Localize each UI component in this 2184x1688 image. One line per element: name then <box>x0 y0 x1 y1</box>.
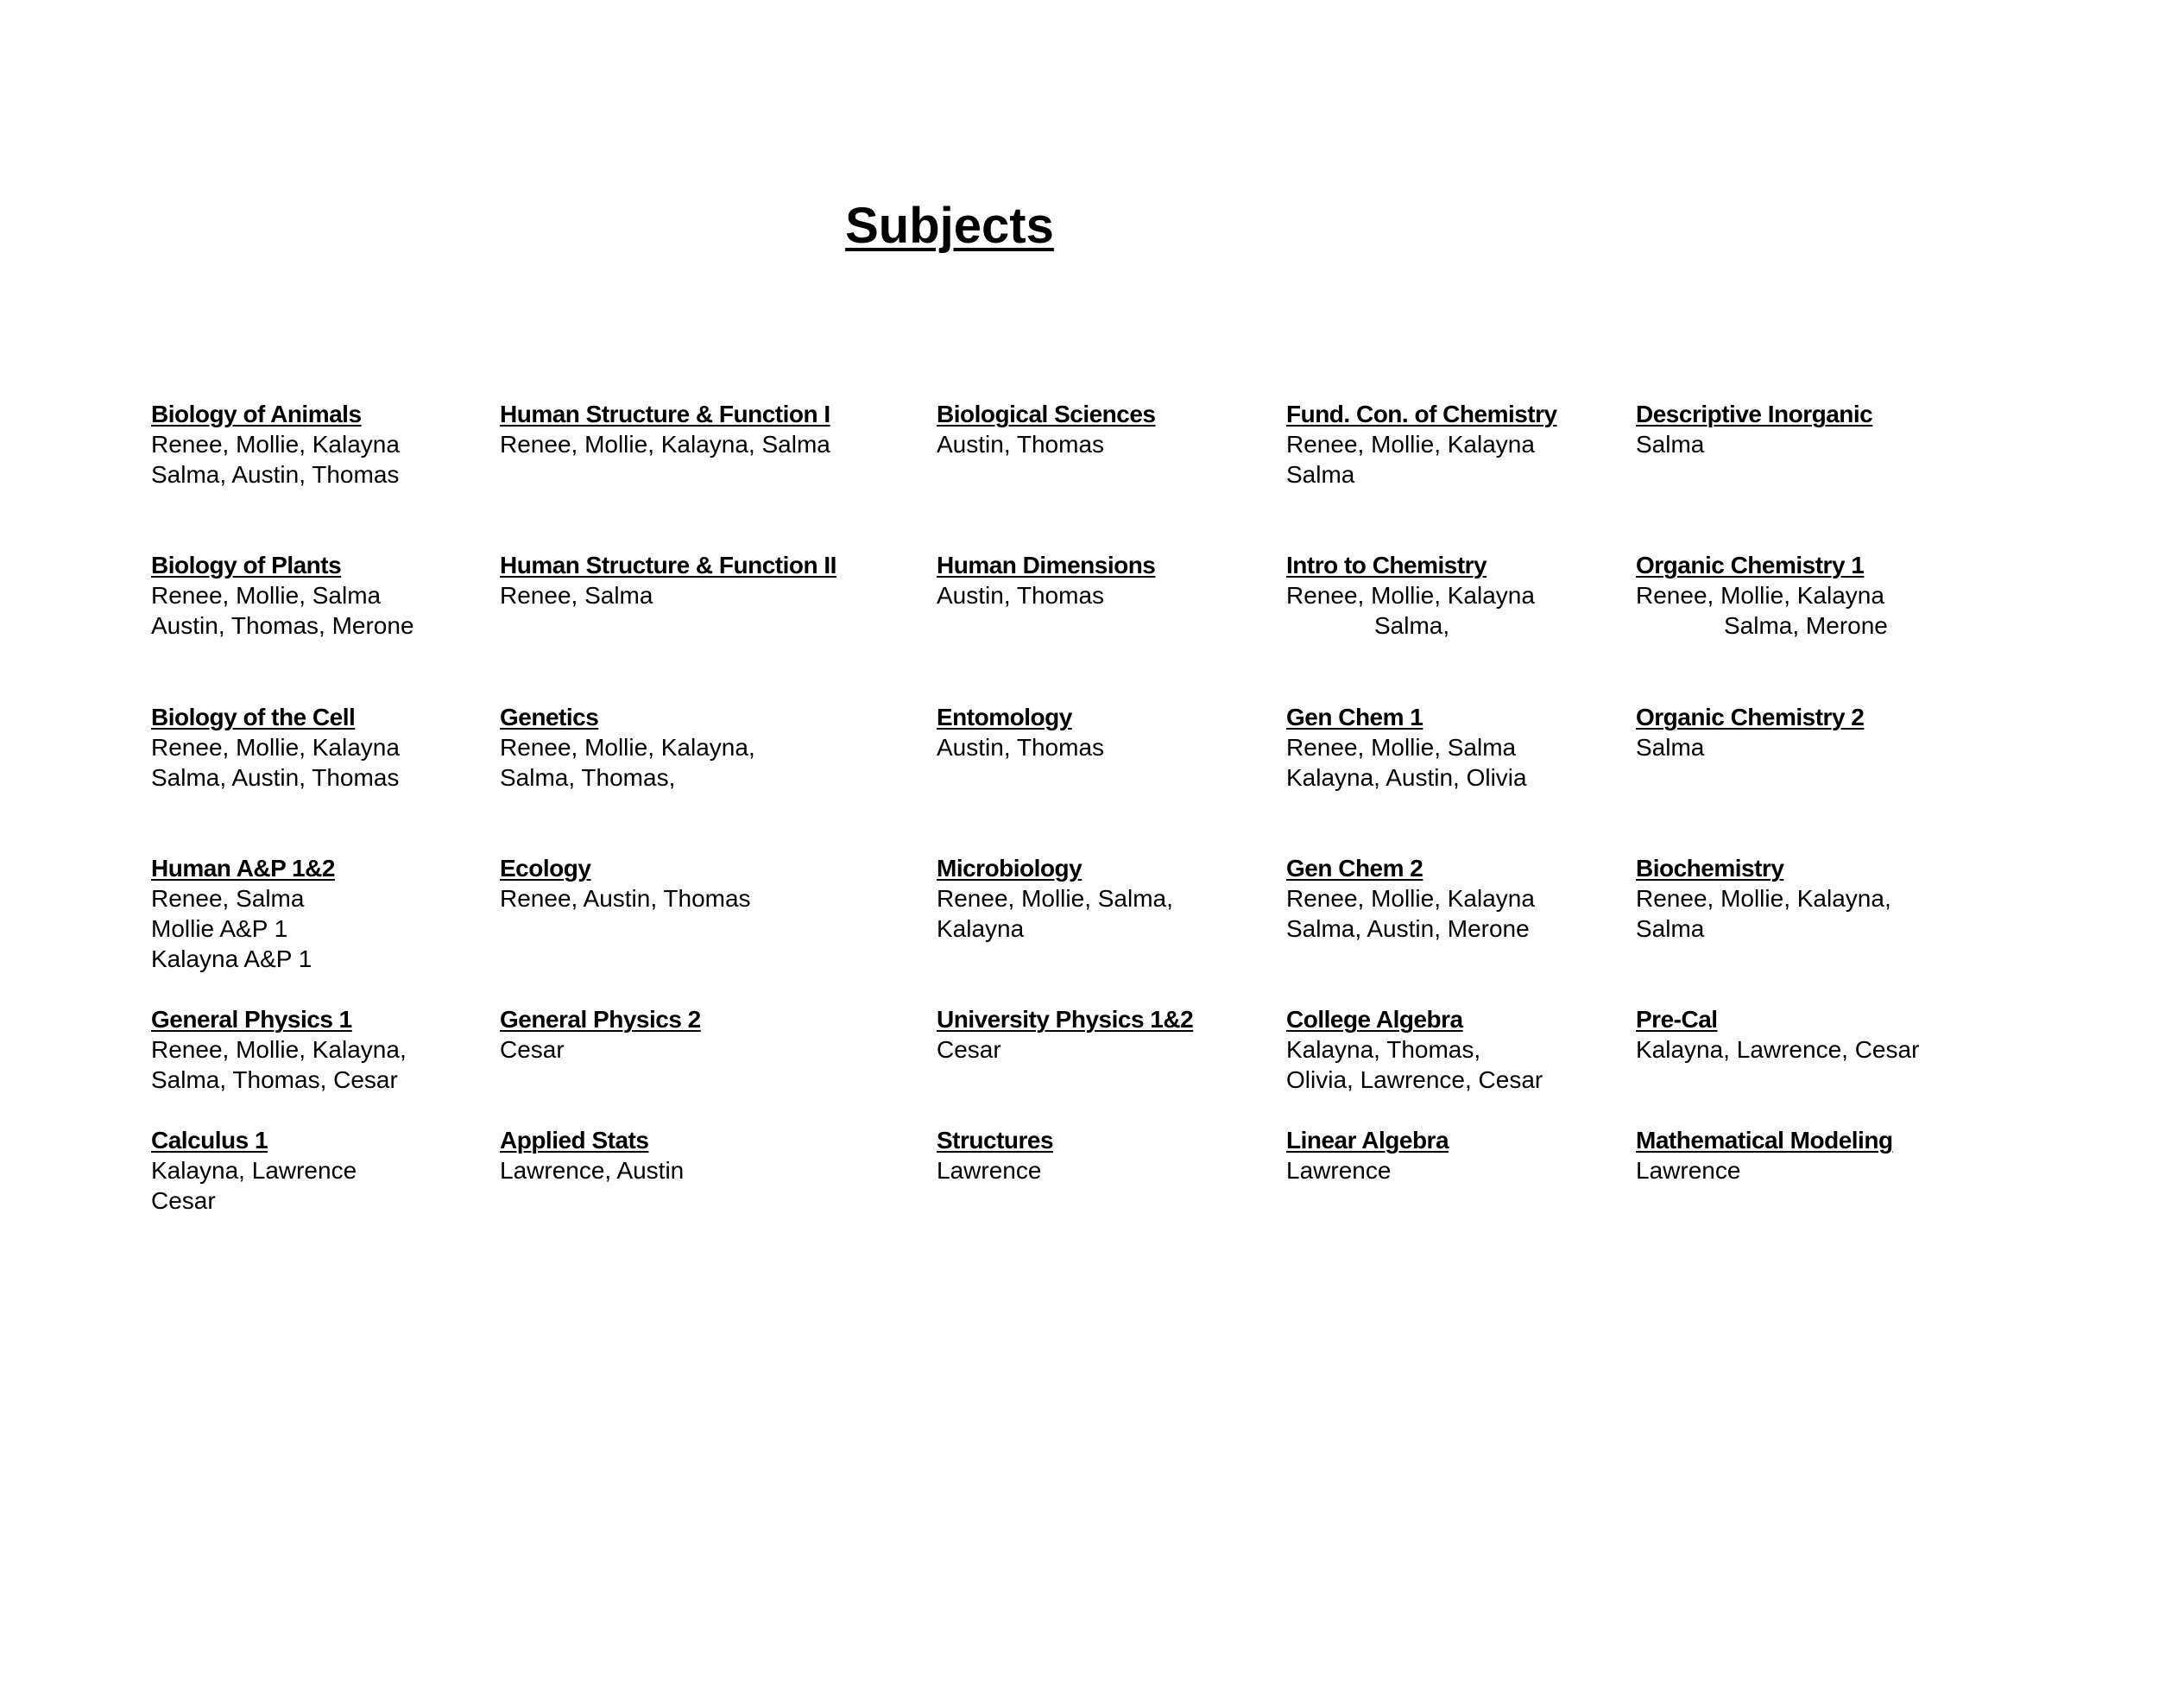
subject-title: Biology of Plants <box>151 552 342 578</box>
subject-cell <box>1286 399 1557 490</box>
subject-cell <box>1636 399 1872 459</box>
subject-title: Biology of the Cell <box>151 704 356 730</box>
tutor-names: Kalayna <box>937 915 1025 942</box>
subject-title: Microbiology <box>937 855 1083 882</box>
subject-cell <box>151 702 400 793</box>
tutor-names: Renee, Mollie, Kalayna <box>1286 582 1535 609</box>
subject-cell <box>1286 1125 1449 1185</box>
page-title: Subjects <box>845 198 1054 254</box>
tutor-names: Salma, <box>1374 612 1450 639</box>
tutor-names: Renee, Mollie, Salma <box>1286 734 1517 761</box>
tutor-names: Cesar <box>937 1036 1001 1063</box>
subject-cell <box>151 1125 357 1216</box>
subject-cell <box>1286 1004 1543 1095</box>
subject-title: Organic Chemistry 2 <box>1636 704 1865 730</box>
tutor-names: Renee, Mollie, Salma <box>151 582 382 609</box>
tutor-names: Renee, Mollie, Kalayna <box>1636 582 1884 609</box>
subject-cell <box>1636 702 1864 762</box>
tutor-names: Salma, Austin, Merone <box>1286 915 1530 942</box>
tutor-names: Mollie A&P 1 <box>151 915 288 942</box>
subject-title: General Physics 2 <box>500 1006 701 1033</box>
tutor-names: Kalayna, Austin, Olivia <box>1286 764 1527 791</box>
subject-cell <box>500 1125 684 1185</box>
tutor-names: Lawrence <box>1636 1157 1741 1184</box>
tutor-names: Salma, Thomas, Cesar <box>151 1066 398 1093</box>
subject-cell <box>937 1125 1053 1185</box>
tutor-names: Austin, Thomas, Merone <box>151 612 414 639</box>
tutor-names: Kalayna, Thomas, <box>1286 1036 1481 1063</box>
tutor-names: Renee, Mollie, Salma, <box>937 885 1173 912</box>
subject-title: Fund. Con. of Chemistry <box>1286 401 1557 427</box>
tutor-names: Kalayna, Lawrence, Cesar <box>1636 1036 1920 1063</box>
subject-title: Genetics <box>500 704 599 730</box>
tutor-names: Cesar <box>151 1187 216 1214</box>
tutor-names: Renee, Salma <box>151 885 305 912</box>
subject-title: Biochemistry <box>1636 855 1784 882</box>
subject-title: Entomology <box>937 704 1072 730</box>
tutor-names: Lawrence, Austin <box>500 1157 685 1184</box>
subject-cell <box>937 702 1104 762</box>
tutor-names: Salma, Austin, Thomas <box>151 461 400 488</box>
tutor-names: Renee, Austin, Thomas <box>500 885 751 912</box>
subject-title: Biological Sciences <box>937 401 1156 427</box>
subject-cell <box>151 1004 407 1095</box>
tutor-names: Renee, Mollie, Kalayna, <box>500 734 755 761</box>
tutor-names: Cesar <box>500 1036 565 1063</box>
tutor-names: Salma <box>1286 461 1355 488</box>
subject-cell <box>937 550 1155 610</box>
tutor-names: Renee, Mollie, Kalayna <box>1286 885 1535 912</box>
subject-title: Calculus 1 <box>151 1127 268 1154</box>
subject-cell <box>937 399 1156 459</box>
subject-cell <box>1636 550 1888 641</box>
subject-cell <box>500 550 836 610</box>
subject-cell <box>151 853 335 974</box>
tutor-names: Renee, Mollie, Kalayna <box>1286 431 1535 458</box>
tutor-names: Renee, Mollie, Kalayna <box>151 431 400 458</box>
subject-title: Pre-Cal <box>1636 1006 1718 1033</box>
tutor-names: Kalayna A&P 1 <box>151 945 312 972</box>
tutor-names: Renee, Mollie, Kalayna <box>151 734 400 761</box>
subject-title: Human Dimensions <box>937 552 1156 578</box>
tutor-names: Renee, Mollie, Kalayna, <box>1636 885 1891 912</box>
tutor-names: Salma, Thomas, <box>500 764 676 791</box>
subject-title: Organic Chemistry 1 <box>1636 552 1865 578</box>
subject-title: Human Structure & Function I <box>500 401 830 427</box>
tutor-names: Salma, Austin, Thomas <box>151 764 400 791</box>
subject-cell <box>937 853 1173 944</box>
subject-title: Gen Chem 1 <box>1286 704 1423 730</box>
subject-title: Human Structure & Function II <box>500 552 836 578</box>
subject-cell <box>500 702 755 793</box>
subject-title: Descriptive Inorganic <box>1636 401 1873 427</box>
subject-cell <box>1286 853 1535 944</box>
subject-cell <box>1286 702 1527 793</box>
tutor-names: Salma <box>1636 734 1705 761</box>
tutor-names: Lawrence <box>1286 1157 1392 1184</box>
tutor-names: Salma, Merone <box>1724 612 1888 639</box>
subject-title: Linear Algebra <box>1286 1127 1449 1154</box>
subject-cell <box>937 1004 1193 1065</box>
tutor-names: Kalayna, Lawrence <box>151 1157 357 1184</box>
subject-cell <box>151 550 414 641</box>
subject-cell <box>500 853 751 914</box>
subject-title: Intro to Chemistry <box>1286 552 1487 578</box>
subject-title: College Algebra <box>1286 1006 1463 1033</box>
tutor-names: Austin, Thomas <box>937 431 1105 458</box>
subject-title: Applied Stats <box>500 1127 649 1154</box>
subject-cell <box>151 399 400 490</box>
tutor-names: Renee, Mollie, Kalayna, Salma <box>500 431 830 458</box>
subject-title: Ecology <box>500 855 591 882</box>
tutor-names: Austin, Thomas <box>937 582 1105 609</box>
tutor-names: Lawrence <box>937 1157 1042 1184</box>
tutor-names: Salma <box>1636 915 1705 942</box>
subject-cell <box>1286 550 1535 641</box>
subject-cell <box>1636 1004 1919 1065</box>
subject-title: Structures <box>937 1127 1054 1154</box>
subject-title: Mathematical Modeling <box>1636 1127 1893 1154</box>
subject-title: General Physics 1 <box>151 1006 352 1033</box>
subject-title: Gen Chem 2 <box>1286 855 1423 882</box>
subject-title: Biology of Animals <box>151 401 362 427</box>
tutor-names: Olivia, Lawrence, Cesar <box>1286 1066 1543 1093</box>
tutor-names: Renee, Mollie, Kalayna, <box>151 1036 407 1063</box>
tutor-names: Austin, Thomas <box>937 734 1105 761</box>
subject-cell <box>500 399 830 459</box>
subject-cell <box>1636 1125 1893 1185</box>
tutor-names: Renee, Salma <box>500 582 653 609</box>
tutor-names: Salma <box>1636 431 1705 458</box>
subject-cell <box>500 1004 701 1065</box>
subject-title: University Physics 1&2 <box>937 1006 1194 1033</box>
subject-title: Human A&P 1&2 <box>151 855 335 882</box>
subject-cell <box>1636 853 1891 944</box>
